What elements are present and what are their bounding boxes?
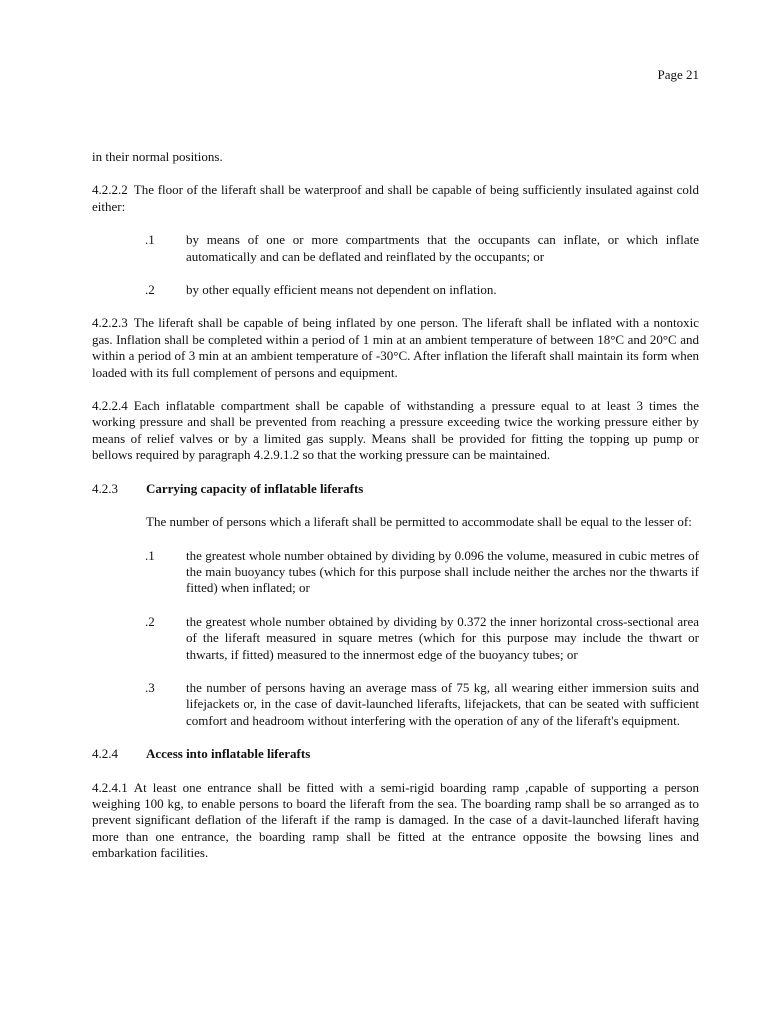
list-item — [92, 232, 699, 265]
paragraph-text: At least one entrance shall be fitted with a semi-rigid boarding ramp ,capable of supporting a person weighing 100 kg, to enable persons to board the liferaft from the sea. The boarding ramp shall be so arranged as to prevent significant deflation of the liferaft if the ramp is damaged. In the case of a davit-launched liferaft having more than one entrance, the boarding ramp shall be fitted at the entrance opposite the bowsing lines and embarkation facilities. — [92, 779, 699, 861]
list-marker: .2 — [145, 282, 155, 298]
list-marker: .2 — [145, 613, 155, 629]
paragraph-4-2-4-1 — [92, 780, 699, 862]
list-item-text: the greatest whole number obtained by dividing by 0.096 the volume, measured in cubic metres of the main buoyancy tubes (which for this purpose shall include neither the arches nor the thwarts if fitted) when inflated; or — [186, 547, 699, 596]
section-heading-4-2-4 — [92, 746, 699, 762]
list-marker: .3 — [145, 679, 155, 695]
section-number: 4.2.4 — [92, 746, 118, 762]
section-heading-4-2-3 — [92, 481, 699, 497]
list-item-text: the greatest whole number obtained by dividing by 0.372 the inner horizontal cross-sectional area of the liferaft measured in square metres (which for this purpose may include the thwart or thwarts, if fitted) measured to the innermost edge of the buoyancy tubes; or — [186, 613, 699, 662]
list-item — [92, 614, 699, 663]
paragraph-number: 4.2.2.3 — [92, 315, 128, 331]
continuation-text: in their normal positions. — [92, 149, 223, 164]
paragraph-4-2-2-4 — [92, 398, 699, 464]
section-title: Access into inflatable liferafts — [146, 746, 311, 762]
list-item-text: by other equally efficient means not dependent on inflation. — [186, 282, 497, 298]
paragraph-4-2-2-2 — [92, 182, 699, 215]
section-title: Carrying capacity of inflatable liferafts — [146, 480, 364, 496]
list-marker: .1 — [145, 547, 155, 563]
list-item-text: by means of one or more compartments that the occupants can inflate, or which inflate automatically and can be deflated and reinflated by the occupants; or — [186, 232, 699, 264]
list-marker: .1 — [145, 232, 155, 248]
paragraph-number: 4.2.2.4 — [92, 398, 128, 414]
list-item — [92, 548, 699, 597]
section-intro: The number of persons which a liferaft shall be permitted to accommodate shall be equal to the lesser of: — [146, 514, 692, 530]
document-page — [92, 0, 699, 1024]
paragraph-text: Each inflatable compartment shall be capable of withstanding a pressure equal to at least 3 times the working pressure and shall be prevented from reaching a pressure exceeding twice the working pressure either by means of relief valves or by a limited gas supply. Means shall be provided for fitting the topping up pump or bellows required by paragraph 4.2.9.1.2 so that the working pressure can be maintained. — [92, 398, 699, 463]
paragraph-number: 4.2.4.1 — [92, 779, 128, 795]
list-item — [92, 282, 699, 298]
paragraph-number: 4.2.2.2 — [92, 182, 128, 198]
section-number: 4.2.3 — [92, 480, 118, 496]
page-number: Page 21 — [657, 67, 699, 82]
paragraph-text: The liferaft shall be capable of being inflated by one person. The liferaft shall be inflated with a nontoxic gas. Inflation shall be completed within a period of 1 min at an ambient temperature of between 18°C and 20°C and within a period of 3 min at an ambient temperature of -30°C. After inflation the liferaft shall maintain its form when loaded with its full complement of persons and equipment. — [92, 315, 699, 380]
paragraph-text: The floor of the liferaft shall be waterproof and shall be capable of being sufficiently insulated against cold either: — [92, 182, 699, 214]
document-body — [92, 149, 699, 862]
paragraph-4-2-2-3 — [92, 315, 699, 381]
list-item — [92, 680, 699, 729]
list-item-text: the number of persons having an average mass of 75 kg, all wearing either immersion suits and lifejackets or, in the case of davit-launched liferafts, lifejackets, that can be seated with sufficient comfort and headroom without interfering with the operation of any of the liferaft's equipment. — [186, 679, 699, 728]
